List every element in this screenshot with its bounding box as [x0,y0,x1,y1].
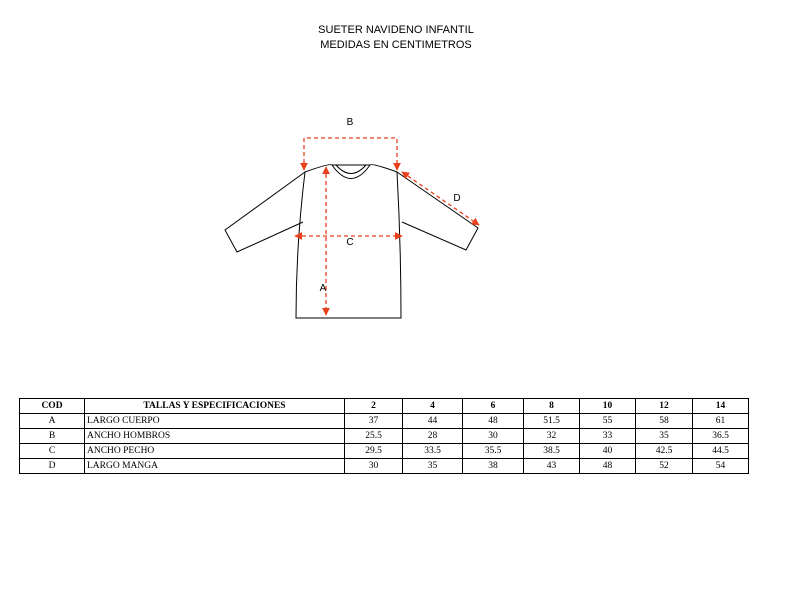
cell-value: 40 [580,444,636,459]
cell-value: 38 [463,459,524,474]
cell-value: 54 [693,459,749,474]
cell-spec: LARGO CUERPO [85,414,345,429]
cell-value: 25.5 [345,429,403,444]
cell-cod: A [20,414,85,429]
cell-value: 28 [403,429,463,444]
cell-value: 35.5 [463,444,524,459]
cell-value: 35 [403,459,463,474]
cell-value: 48 [463,414,524,429]
cell-cod: B [20,429,85,444]
label-a: A [319,283,327,294]
cell-cod: D [20,459,85,474]
document-subtitle: MEDIDAS EN CENTIMETROS [320,39,472,51]
cell-spec: ANCHO PECHO [85,444,345,459]
table-row [20,444,749,459]
label-c: C [346,237,354,248]
cell-value: 36.5 [693,429,749,444]
cell-value: 35 [636,429,693,444]
table-row [20,429,749,444]
right-sleeve [397,172,478,250]
cell-value: 61 [693,414,749,429]
cell-value: 29.5 [345,444,403,459]
cell-value: 32 [524,429,580,444]
left-sleeve [225,172,305,252]
table-row [20,459,749,474]
cell-value: 55 [580,414,636,429]
header-spec: TALLAS Y ESPECIFICACIONES [85,399,345,414]
cell-value: 43 [524,459,580,474]
arrow-d [402,172,479,225]
neckline-inner [336,165,366,174]
size-spec-table [19,398,749,474]
cell-spec: ANCHO HOMBROS [85,429,345,444]
table-header-row [20,399,749,414]
cell-value: 33.5 [403,444,463,459]
label-b: B [346,117,354,128]
cell-value: 37 [345,414,403,429]
cell-value: 38.5 [524,444,580,459]
header-size: 4 [403,399,463,414]
header-cod: COD [20,399,85,414]
cell-value: 30 [345,459,403,474]
cell-value: 30 [463,429,524,444]
header-size: 10 [580,399,636,414]
cell-value: 33 [580,429,636,444]
cell-value: 44 [403,414,463,429]
header-size: 14 [693,399,749,414]
header-size: 2 [345,399,403,414]
document-title: SUETER NAVIDENO INFANTIL [318,24,474,36]
header-size: 6 [463,399,524,414]
table-row [20,414,749,429]
label-d: D [453,193,461,204]
cell-value: 52 [636,459,693,474]
cell-value: 42.5 [636,444,693,459]
header-size: 12 [636,399,693,414]
cell-cod: C [20,444,85,459]
cell-value: 51.5 [524,414,580,429]
cell-value: 44.5 [693,444,749,459]
cell-value: 58 [636,414,693,429]
header-size: 8 [524,399,580,414]
cell-value: 48 [580,459,636,474]
cell-spec: LARGO MANGA [85,459,345,474]
